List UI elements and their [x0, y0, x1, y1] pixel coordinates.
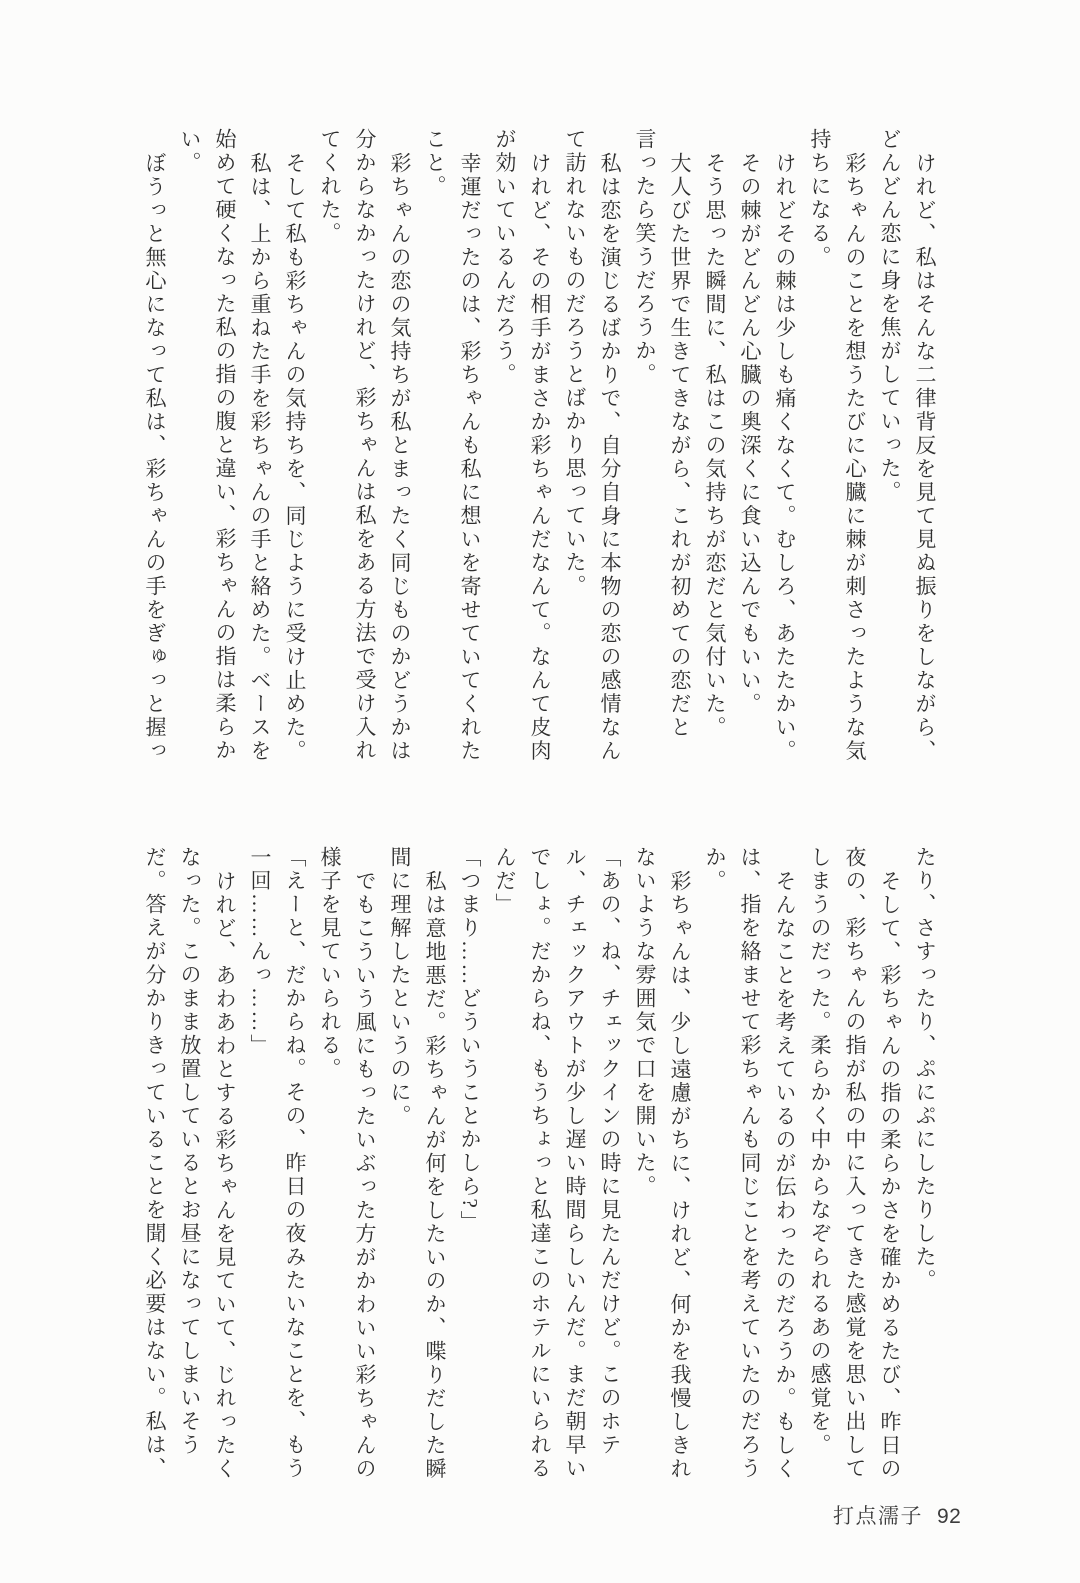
paragraph: 私は、上から重ねた手を彩ちゃんの手と絡めた。ベースを始めて硬くなった私の指の腹と違い、彩ちゃんの指は柔らかい。: [178, 128, 272, 763]
paragraph: 幸運だったのは、彩ちゃんも私に想いを寄せていてくれたこと。: [423, 128, 482, 763]
paragraph: そして私も彩ちゃんの気持ちを、同じように受け止めた。: [283, 151, 307, 763]
paragraph: そんなことを考えているのが伝わったのだろうか。もしくは、指を絡ませて彩ちゃんも同じことを考えていたのだろうか。: [703, 846, 797, 1481]
paragraph: 私は意地悪だ。彩ちゃんが何をしたいのか、喋りだした瞬間に理解したというのに。: [388, 846, 447, 1481]
paragraph: 「つまり……どういうことかしら?」: [458, 846, 482, 1234]
author-name: 打点濡子: [833, 1505, 923, 1528]
paragraph: けれど、その相手がまさか彩ちゃんだなんて。なんて皮肉が効いているんだろう。: [493, 128, 552, 763]
paragraph: 彩ちゃんのことを想うたびに心臓に棘が刺さったような気持ちになる。: [808, 128, 867, 763]
paragraph: ぼうっと無心になって私は、彩ちゃんの手をぎゅっと握っ: [143, 151, 167, 763]
paragraph: その棘がどんどん心臓の奥深くに食い込んでもいい。: [738, 151, 762, 716]
paragraph: でもこういう風にもったいぶった方がかわいい彩ちゃんの様子を見ていられる。: [318, 846, 377, 1481]
text-block-bottom: [136, 846, 942, 1488]
paragraph: けれど、私はそんな二律背反を見て見ぬ振りをしながら、どんどん恋に身を焦がしていった。: [878, 128, 937, 763]
paragraph: 大人びた世界で生きてきながら、これが初めての恋だと言ったら笑うだろうか。: [633, 128, 692, 739]
paragraph: そう思った瞬間に、私はこの気持ちが恋だと気付いた。: [703, 151, 727, 739]
paragraph: たり、さすったり、ぷにぷにしたりした。: [913, 846, 937, 1293]
paragraph: そして、彩ちゃんの指の柔らかさを確かめるたび、昨日の夜の、彩ちゃんの指が私の中に入ってきた感覚を思い出してしまうのだった。柔らかく中からなぞられるあの感覚を。: [808, 846, 902, 1481]
paragraph: 彩ちゃんの恋の気持ちが私とまったく同じものかどうかは分からなかったけれど、彩ちゃんは私をある方法で受け入れてくれた。: [318, 128, 412, 763]
page-footer: [833, 1500, 961, 1530]
page-number: 92: [937, 1505, 962, 1528]
paragraph: 私は恋を演じるばかりで、自分自身に本物の恋の感情なんて訪れないものだろうとばかり思っていた。: [563, 128, 622, 763]
paragraph: 「えーと、だからね。その、昨日の夜みたいなことを、もう一回……んっ……」: [248, 846, 307, 1481]
text-block-top: [136, 128, 942, 770]
paragraph: けれど、あわあわとする彩ちゃんを見ていて、じれったくなった。このまま放置しているとお昼になってしまいそうだ。答えが分かりきっていることを聞く必要はない。私は、: [143, 846, 237, 1481]
paragraph: けれどその棘は少しも痛くなくて。むしろ、あたたかい。: [773, 151, 797, 763]
paragraph: 「あの、ね、チェックインの時に見たんだけど。このホテル、チェックアウトが少し遅い時間らしいんだ。まだ朝早いでしょ。だからね、もうちょっと私達このホテルにいられるんだ」: [493, 846, 622, 1481]
paragraph: 彩ちゃんは、少し遠慮がちに、けれど、何かを我慢しきれないような雰囲気で口を開いた。: [633, 846, 692, 1481]
